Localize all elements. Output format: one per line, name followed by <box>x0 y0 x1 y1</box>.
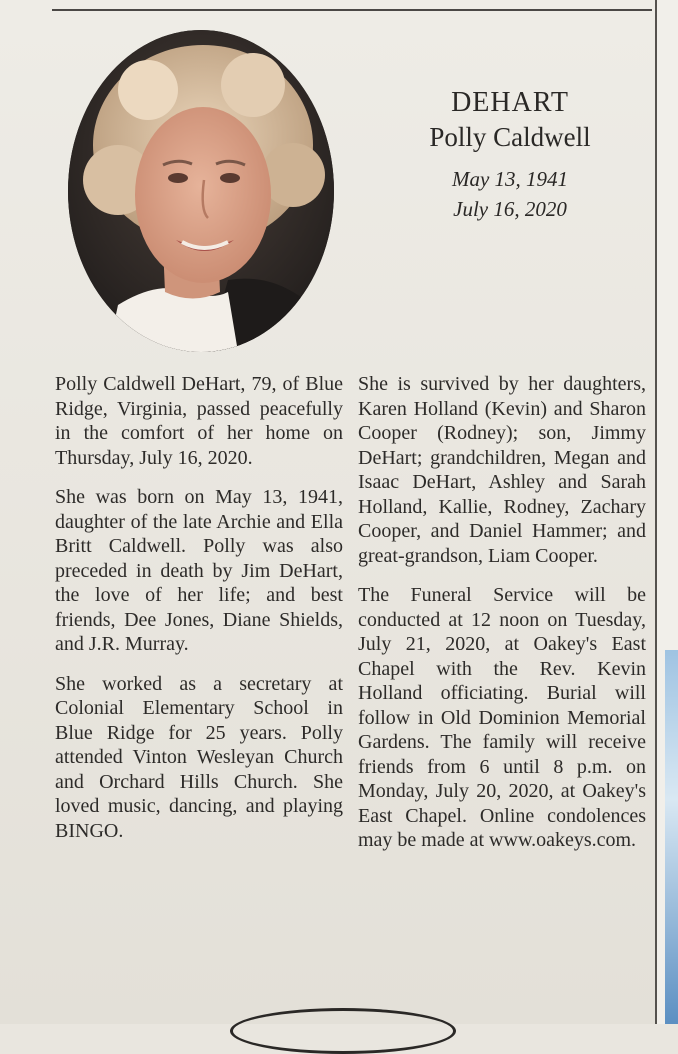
birth-date: May 13, 1941 <box>451 167 569 191</box>
top-rule <box>52 9 652 11</box>
adjacent-column-strip <box>657 0 678 1024</box>
paragraph-passing: Polly Caldwell DeHart, 79, of Blue Ridge, Virginia, passed peacefully in the comfort of her home on Thursday, July 16, 2020. <box>55 373 343 469</box>
full-name: Polly Caldwell <box>429 122 591 152</box>
paragraph-service: The Funeral Service will be conducted at 12 noon on Tuesday, July 21, 2020, at Oakey's East Chapel with the Rev. Kevin Holland officiating. Burial will follow in Old Dominion Memorial Gardens. The family will receive friends from 6 until 8 p.m. on Monday, July 20, 2020, at Oakey's East Chapel. Online condolences may be made at www.oakeys.com. <box>358 584 646 851</box>
surname: DEHART <box>451 87 569 118</box>
adjacent-image-edge <box>665 650 678 1024</box>
paragraph-life: She worked as a secretary at Colonial Elementary School in Blue Ridge for 25 years. Polly attended Vinton Wesleyan Church and Orchard Hills Church. She loved music, dancing, and playing BINGO. <box>55 672 343 842</box>
right-text-column <box>358 372 646 868</box>
left-text-column <box>55 372 343 858</box>
obituary-header <box>390 86 630 224</box>
next-photo-edge <box>230 1008 456 1054</box>
death-date: July 16, 2020 <box>453 197 567 221</box>
portrait-photo <box>68 30 334 352</box>
paragraph-family-history: She was born on May 13, 1941, daughter of the late Archie and Ella Britt Caldwell. Polly was also preceded in death by Jim DeHart, the love of her life; and best friends, Dee Jones, Diane Shields, and J.R. Murray. <box>55 486 343 655</box>
paragraph-survivors: She is survived by her daughters, Karen Holland (Kevin) and Sharon Cooper (Rodney); son, Jimmy DeHart; grandchildren, Megan and Isaac DeHart, Ashley and Sarah Holland, Kallie, Rodney, Zachary Cooper, and Daniel Hammer; and great-grandson, Liam Cooper. <box>358 373 646 567</box>
